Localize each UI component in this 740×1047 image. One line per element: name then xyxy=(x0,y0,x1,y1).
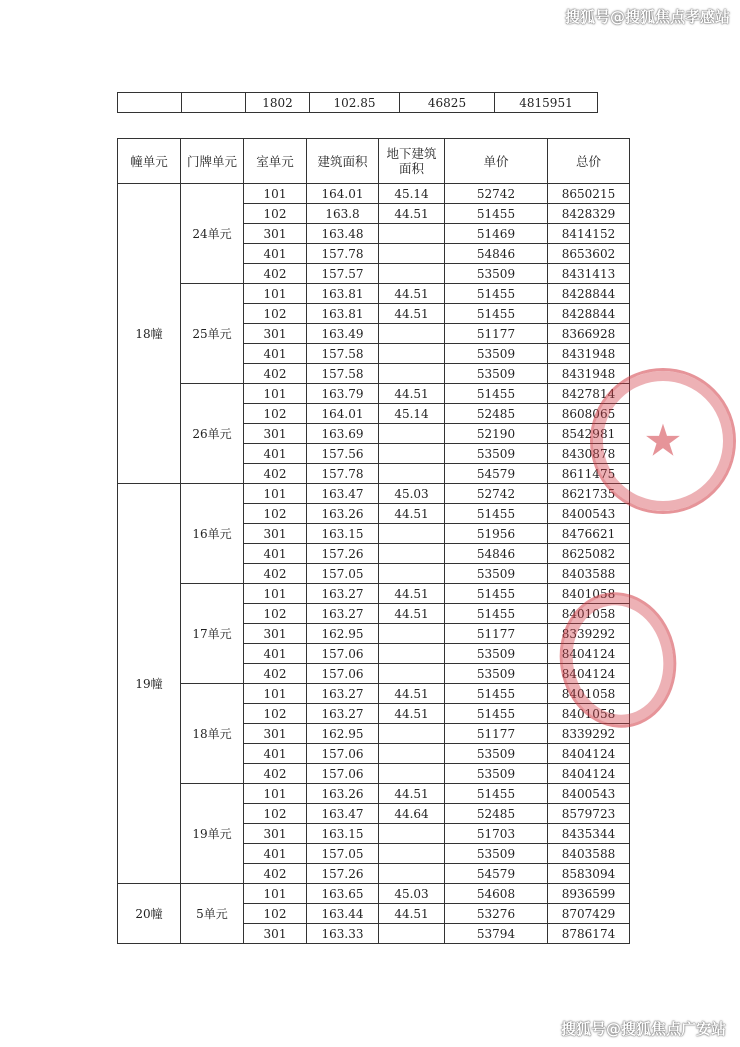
area-cell: 163.15 xyxy=(307,524,379,544)
unit-price-cell: 53509 xyxy=(445,364,548,384)
area-cell: 163.27 xyxy=(307,684,379,704)
total-price-cell: 8542981 xyxy=(548,424,630,444)
room-cell: 401 xyxy=(244,244,307,264)
area-cell: 163.44 xyxy=(307,904,379,924)
total-price-cell: 8430878 xyxy=(548,444,630,464)
room-cell: 402 xyxy=(244,664,307,684)
header-room: 室单元 xyxy=(244,139,307,184)
underground-area-cell: 44.51 xyxy=(379,784,445,804)
unit-cell: 5单元 xyxy=(181,884,244,944)
unit-price-cell: 54608 xyxy=(445,884,548,904)
watermark-top: 搜狐号@搜狐焦点孝感站 xyxy=(564,8,730,26)
total-price-cell: 8404124 xyxy=(548,644,630,664)
underground-area-cell: 45.14 xyxy=(379,184,445,204)
underground-area-cell xyxy=(379,364,445,384)
unit-price-cell: 53509 xyxy=(445,264,548,284)
area-cell: 157.06 xyxy=(307,644,379,664)
cell: 46825 xyxy=(400,93,495,113)
underground-area-cell xyxy=(379,564,445,584)
room-cell: 301 xyxy=(244,224,307,244)
underground-area-cell xyxy=(379,464,445,484)
area-cell: 157.78 xyxy=(307,464,379,484)
unit-cell: 16单元 xyxy=(181,484,244,584)
room-cell: 102 xyxy=(244,604,307,624)
unit-price-cell: 53509 xyxy=(445,844,548,864)
underground-area-cell xyxy=(379,624,445,644)
unit-price-cell: 51177 xyxy=(445,324,548,344)
unit-price-cell: 51455 xyxy=(445,604,548,624)
area-cell: 163.81 xyxy=(307,284,379,304)
table-row xyxy=(118,884,630,904)
total-price-cell: 8611475 xyxy=(548,464,630,484)
underground-area-cell xyxy=(379,444,445,464)
table-row xyxy=(118,284,630,304)
underground-area-cell xyxy=(379,824,445,844)
room-cell: 101 xyxy=(244,584,307,604)
underground-area-cell: 44.51 xyxy=(379,384,445,404)
cell: 1802 xyxy=(246,93,310,113)
cell: 4815951 xyxy=(495,93,598,113)
total-price-cell: 8404124 xyxy=(548,664,630,684)
area-cell: 163.26 xyxy=(307,504,379,524)
header-building: 幢单元 xyxy=(118,139,181,184)
area-cell: 163.47 xyxy=(307,484,379,504)
unit-price-cell: 53509 xyxy=(445,344,548,364)
underground-area-cell xyxy=(379,764,445,784)
room-cell: 402 xyxy=(244,564,307,584)
area-cell: 163.26 xyxy=(307,784,379,804)
previous-page-table-fragment xyxy=(117,92,598,113)
total-price-cell: 8431948 xyxy=(548,364,630,384)
area-cell: 157.78 xyxy=(307,244,379,264)
room-cell: 401 xyxy=(244,844,307,864)
total-price-cell: 8404124 xyxy=(548,764,630,784)
room-cell: 301 xyxy=(244,524,307,544)
unit-price-cell: 52742 xyxy=(445,484,548,504)
cell xyxy=(182,93,246,113)
header-row xyxy=(118,139,630,184)
table-row xyxy=(118,384,630,404)
area-cell: 163.65 xyxy=(307,884,379,904)
total-price-cell: 8621735 xyxy=(548,484,630,504)
unit-cell: 17单元 xyxy=(181,584,244,684)
unit-price-cell: 51455 xyxy=(445,304,548,324)
room-cell: 401 xyxy=(244,444,307,464)
underground-area-cell: 44.51 xyxy=(379,584,445,604)
total-price-cell: 8707429 xyxy=(548,904,630,924)
total-price-cell: 8435344 xyxy=(548,824,630,844)
area-cell: 164.01 xyxy=(307,184,379,204)
area-cell: 157.05 xyxy=(307,564,379,584)
room-cell: 301 xyxy=(244,624,307,644)
unit-price-cell: 52190 xyxy=(445,424,548,444)
area-cell: 163.69 xyxy=(307,424,379,444)
area-cell: 157.06 xyxy=(307,664,379,684)
area-cell: 163.49 xyxy=(307,324,379,344)
unit-price-cell: 51455 xyxy=(445,584,548,604)
room-cell: 102 xyxy=(244,804,307,824)
unit-price-cell: 54846 xyxy=(445,244,548,264)
total-price-cell: 8650215 xyxy=(548,184,630,204)
room-cell: 301 xyxy=(244,324,307,344)
room-cell: 402 xyxy=(244,264,307,284)
room-cell: 401 xyxy=(244,344,307,364)
total-price-cell: 8404124 xyxy=(548,744,630,764)
area-cell: 162.95 xyxy=(307,624,379,644)
unit-price-cell: 52742 xyxy=(445,184,548,204)
unit-cell: 18单元 xyxy=(181,684,244,784)
underground-area-cell xyxy=(379,224,445,244)
underground-area-cell: 45.14 xyxy=(379,404,445,424)
unit-price-cell: 53509 xyxy=(445,644,548,664)
header-unit: 门牌单元 xyxy=(181,139,244,184)
room-cell: 101 xyxy=(244,784,307,804)
total-price-cell: 8476621 xyxy=(548,524,630,544)
area-cell: 162.95 xyxy=(307,724,379,744)
building-cell: 20幢 xyxy=(118,884,181,944)
unit-price-cell: 51956 xyxy=(445,524,548,544)
underground-area-cell: 44.51 xyxy=(379,304,445,324)
underground-area-cell xyxy=(379,324,445,344)
total-price-cell: 8428844 xyxy=(548,284,630,304)
total-price-cell: 8579723 xyxy=(548,804,630,824)
room-cell: 102 xyxy=(244,304,307,324)
area-cell: 163.27 xyxy=(307,584,379,604)
building-cell: 19幢 xyxy=(118,484,181,884)
area-cell: 163.81 xyxy=(307,304,379,324)
unit-price-cell: 53276 xyxy=(445,904,548,924)
unit-price-cell: 51177 xyxy=(445,724,548,744)
unit-cell: 25单元 xyxy=(181,284,244,384)
total-price-cell: 8431948 xyxy=(548,344,630,364)
area-cell: 163.27 xyxy=(307,704,379,724)
red-seal-stamp xyxy=(590,368,736,514)
room-cell: 101 xyxy=(244,284,307,304)
unit-price-cell: 54846 xyxy=(445,544,548,564)
area-cell: 157.58 xyxy=(307,364,379,384)
total-price-cell: 8401058 xyxy=(548,704,630,724)
underground-area-cell xyxy=(379,524,445,544)
total-price-cell: 8428844 xyxy=(548,304,630,324)
room-cell: 401 xyxy=(244,744,307,764)
room-cell: 101 xyxy=(244,384,307,404)
total-price-cell: 8400543 xyxy=(548,784,630,804)
underground-area-cell xyxy=(379,424,445,444)
table-row xyxy=(118,584,630,604)
underground-area-cell xyxy=(379,744,445,764)
total-price-cell: 8414152 xyxy=(548,224,630,244)
room-cell: 401 xyxy=(244,644,307,664)
unit-price-cell: 53509 xyxy=(445,564,548,584)
area-cell: 157.05 xyxy=(307,844,379,864)
room-cell: 402 xyxy=(244,864,307,884)
total-price-cell: 8403588 xyxy=(548,564,630,584)
underground-area-cell: 44.51 xyxy=(379,284,445,304)
underground-area-cell: 44.51 xyxy=(379,604,445,624)
room-cell: 301 xyxy=(244,824,307,844)
unit-price-cell: 51469 xyxy=(445,224,548,244)
room-cell: 301 xyxy=(244,724,307,744)
underground-area-cell xyxy=(379,924,445,944)
total-price-cell: 8428329 xyxy=(548,204,630,224)
unit-price-cell: 52485 xyxy=(445,804,548,824)
room-cell: 102 xyxy=(244,204,307,224)
cell xyxy=(118,93,182,113)
unit-cell: 24单元 xyxy=(181,184,244,284)
header-area: 建筑面积 xyxy=(307,139,379,184)
area-cell: 157.06 xyxy=(307,764,379,784)
underground-area-cell: 44.51 xyxy=(379,904,445,924)
price-table xyxy=(117,138,630,944)
header-underground-area xyxy=(379,139,445,184)
unit-price-cell: 51455 xyxy=(445,384,548,404)
underground-area-cell xyxy=(379,264,445,284)
unit-price-cell: 51703 xyxy=(445,824,548,844)
underground-area-cell xyxy=(379,244,445,264)
underground-area-cell xyxy=(379,664,445,684)
room-cell: 101 xyxy=(244,484,307,504)
unit-price-cell: 54579 xyxy=(445,464,548,484)
cell: 102.85 xyxy=(310,93,400,113)
unit-price-cell: 53509 xyxy=(445,744,548,764)
unit-price-cell: 53509 xyxy=(445,444,548,464)
area-cell: 157.06 xyxy=(307,744,379,764)
unit-price-cell: 51177 xyxy=(445,624,548,644)
unit-price-cell: 51455 xyxy=(445,284,548,304)
unit-price-cell: 53509 xyxy=(445,664,548,684)
header-underground-area-text: 地下建筑面积 xyxy=(386,146,437,176)
room-cell: 301 xyxy=(244,924,307,944)
area-cell: 163.8 xyxy=(307,204,379,224)
underground-area-cell: 44.51 xyxy=(379,204,445,224)
unit-price-cell: 53509 xyxy=(445,764,548,784)
underground-area-cell: 44.51 xyxy=(379,684,445,704)
room-cell: 301 xyxy=(244,424,307,444)
area-cell: 163.33 xyxy=(307,924,379,944)
underground-area-cell xyxy=(379,864,445,884)
room-cell: 102 xyxy=(244,704,307,724)
table-row xyxy=(118,93,598,113)
unit-price-cell: 54579 xyxy=(445,864,548,884)
area-cell: 163.27 xyxy=(307,604,379,624)
total-price-cell: 8339292 xyxy=(548,624,630,644)
unit-cell: 19单元 xyxy=(181,784,244,884)
room-cell: 102 xyxy=(244,404,307,424)
total-price-cell: 8339292 xyxy=(548,724,630,744)
total-price-cell: 8403588 xyxy=(548,844,630,864)
room-cell: 102 xyxy=(244,904,307,924)
total-price-cell: 8427814 xyxy=(548,384,630,404)
total-price-cell: 8936599 xyxy=(548,884,630,904)
total-price-cell: 8401058 xyxy=(548,584,630,604)
room-cell: 402 xyxy=(244,464,307,484)
total-price-cell: 8608065 xyxy=(548,404,630,424)
unit-price-cell: 52485 xyxy=(445,404,548,424)
area-cell: 163.47 xyxy=(307,804,379,824)
area-cell: 163.48 xyxy=(307,224,379,244)
table-row xyxy=(118,484,630,504)
area-cell: 164.01 xyxy=(307,404,379,424)
underground-area-cell: 45.03 xyxy=(379,484,445,504)
room-cell: 402 xyxy=(244,364,307,384)
area-cell: 157.26 xyxy=(307,864,379,884)
room-cell: 401 xyxy=(244,544,307,564)
watermark-bottom: 搜狐号@搜狐焦点广安站 xyxy=(560,1020,726,1038)
area-cell: 157.57 xyxy=(307,264,379,284)
total-price-cell: 8431413 xyxy=(548,264,630,284)
room-cell: 101 xyxy=(244,884,307,904)
underground-area-cell: 44.64 xyxy=(379,804,445,824)
underground-area-cell xyxy=(379,544,445,564)
area-cell: 163.15 xyxy=(307,824,379,844)
table-row xyxy=(118,784,630,804)
underground-area-cell: 44.51 xyxy=(379,504,445,524)
underground-area-cell xyxy=(379,344,445,364)
underground-area-cell xyxy=(379,724,445,744)
area-cell: 163.79 xyxy=(307,384,379,404)
underground-area-cell xyxy=(379,844,445,864)
total-price-cell: 8625082 xyxy=(548,544,630,564)
total-price-cell: 8786174 xyxy=(548,924,630,944)
total-price-cell: 8583094 xyxy=(548,864,630,884)
star-icon: ★ xyxy=(643,415,683,467)
total-price-cell: 8653602 xyxy=(548,244,630,264)
unit-price-cell: 51455 xyxy=(445,684,548,704)
unit-cell: 26单元 xyxy=(181,384,244,484)
underground-area-cell: 45.03 xyxy=(379,884,445,904)
room-cell: 101 xyxy=(244,184,307,204)
room-cell: 402 xyxy=(244,764,307,784)
underground-area-cell: 44.51 xyxy=(379,704,445,724)
room-cell: 102 xyxy=(244,504,307,524)
total-price-cell: 8366928 xyxy=(548,324,630,344)
room-cell: 101 xyxy=(244,684,307,704)
total-price-cell: 8401058 xyxy=(548,684,630,704)
total-price-cell: 8400543 xyxy=(548,504,630,524)
building-cell: 18幢 xyxy=(118,184,181,484)
header-total-price: 总价 xyxy=(548,139,630,184)
underground-area-cell xyxy=(379,644,445,664)
unit-price-cell: 51455 xyxy=(445,784,548,804)
table-row xyxy=(118,684,630,704)
unit-price-cell: 51455 xyxy=(445,704,548,724)
total-price-cell: 8401058 xyxy=(548,604,630,624)
header-unit-price: 单价 xyxy=(445,139,548,184)
unit-price-cell: 51455 xyxy=(445,204,548,224)
unit-price-cell: 51455 xyxy=(445,504,548,524)
unit-price-cell: 53794 xyxy=(445,924,548,944)
area-cell: 157.58 xyxy=(307,344,379,364)
area-cell: 157.26 xyxy=(307,544,379,564)
area-cell: 157.56 xyxy=(307,444,379,464)
table-row xyxy=(118,184,630,204)
